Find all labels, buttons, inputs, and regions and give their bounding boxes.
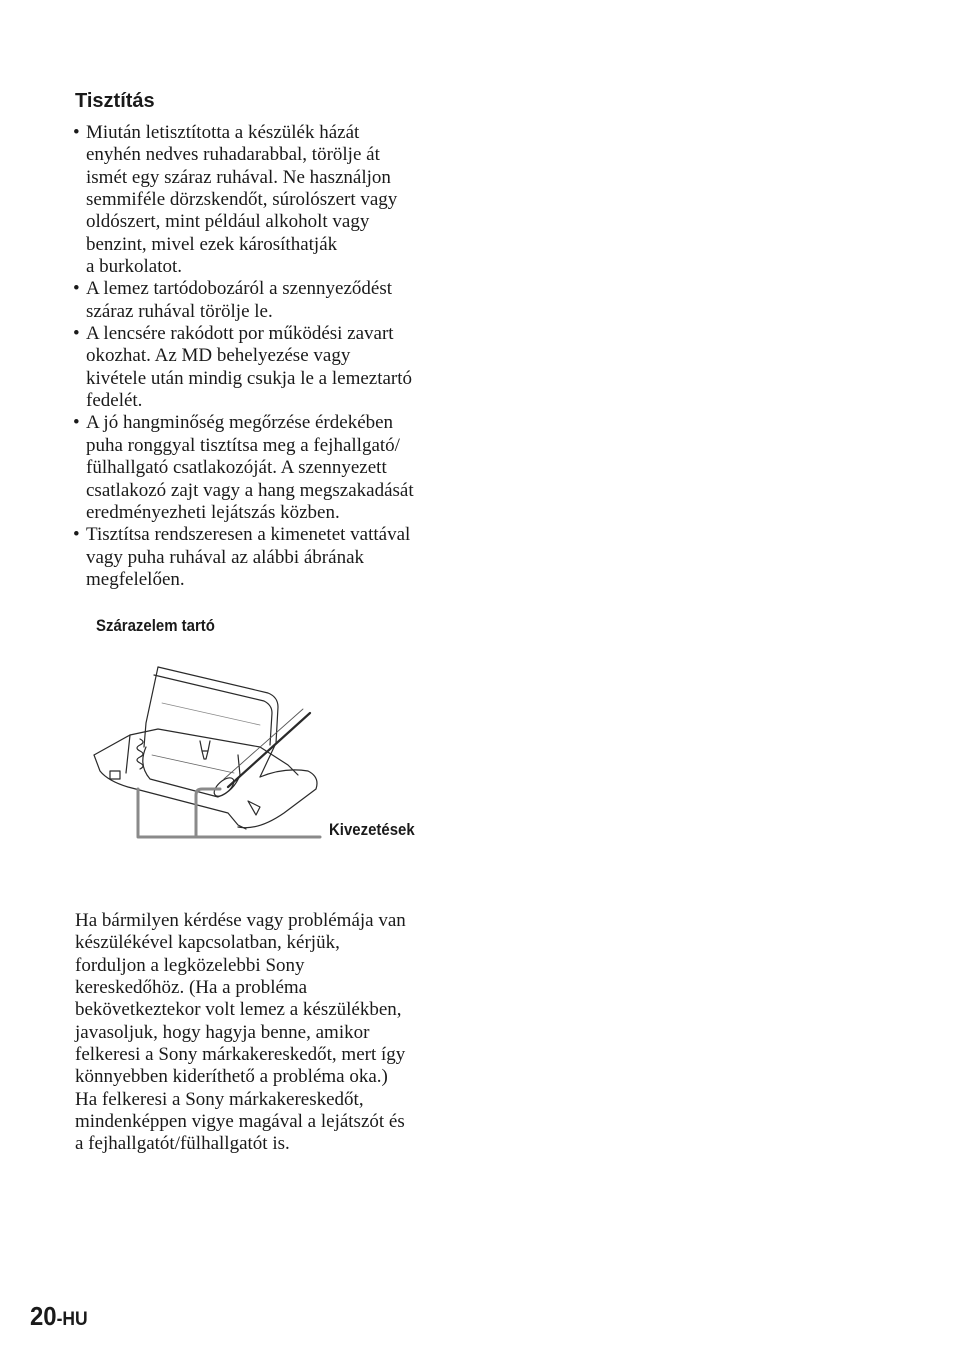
paragraph-line: kereskedőhöz. (Ha a probléma: [75, 977, 308, 999]
battery-holder-label: Szárazelem tartó: [96, 616, 215, 635]
bullet-line: A jó hangminőség megőrzése érdekében: [86, 412, 394, 434]
terminals-label: Kivezetések: [329, 820, 415, 839]
bullet-dot: •: [73, 122, 80, 143]
bullet-line: a burkolatot.: [86, 256, 183, 278]
bullet-item: [75, 524, 455, 591]
bullet-item: [75, 278, 455, 323]
bullet-line: fedelét.: [86, 390, 143, 412]
paragraph-line: Ha bármilyen kérdése vagy problémája van: [75, 910, 406, 931]
battery-holder-illustration: [88, 655, 338, 845]
bullet-line: benzint, mivel ezek károsíthatják: [86, 233, 338, 255]
paragraph-line: felkeresi a Sony márkakereskedőt, mert így: [75, 1044, 406, 1066]
bullet-line: oldószert, mint például alkoholt vagy: [86, 211, 370, 233]
paragraph-line: könnyebben kideríthető a probléma oka.): [75, 1066, 388, 1088]
bullet-line: Miután letisztította a készülék házát: [86, 122, 360, 143]
page-number: [30, 1301, 88, 1332]
bullet-line: kivétele után mindig csukja le a lemeztartó: [86, 367, 413, 389]
paragraph-line: mindenképpen vigye magával a lejátszót és: [75, 1111, 405, 1133]
paragraph-line: a fejhallgatót/fülhallgatót is.: [75, 1133, 290, 1155]
bullet-dot: •: [73, 278, 80, 300]
bullet-line: száraz ruhával törölje le.: [86, 300, 273, 322]
paragraph-line: bekövetkeztekor volt lemez a készülékben,: [75, 999, 402, 1021]
bullet-dot: •: [73, 323, 80, 345]
bullet-dot: •: [73, 412, 80, 434]
page-number-value: 20: [30, 1301, 57, 1331]
bullet-line: A lencsére rakódott por működési zavart: [86, 323, 394, 345]
bullet-line: eredményezheti lejátszás közben.: [86, 501, 340, 523]
bullet-line: megfelelően.: [86, 568, 185, 590]
bullet-line: ismét egy száraz ruhával. Ne használjon: [86, 166, 391, 188]
bullet-item: [75, 412, 455, 524]
paragraph-line: készülékével kapcsolatban, kérjük,: [75, 932, 340, 954]
cleaning-bullet-list: [75, 122, 455, 591]
page-number-suffix: -HU: [56, 1309, 88, 1330]
bullet-dot: •: [73, 524, 80, 546]
support-paragraph: [75, 910, 465, 1156]
bullet-line: semmiféle dörzskendőt, súrolószert vagy: [86, 189, 398, 211]
paragraph-line: Ha felkeresi a Sony márkakereskedőt,: [75, 1088, 364, 1110]
paragraph-line: forduljon a legközelebbi Sony: [75, 954, 305, 976]
bullet-item: [75, 323, 455, 412]
section-heading: Tisztítás: [75, 90, 155, 112]
bullet-line: A lemez tartódobozáról a szennyeződést: [86, 278, 392, 300]
bullet-item: [75, 122, 455, 278]
bullet-line: enyhén nedves ruhadarabbal, törölje át: [86, 144, 380, 166]
bullet-line: okozhat. Az MD behelyezése vagy: [86, 345, 351, 367]
paragraph-line: javasoljuk, hogy hagyja benne, amikor: [75, 1021, 370, 1043]
bullet-line: puha ronggyal tisztítsa meg a fejhallgató/: [86, 434, 400, 456]
bullet-line: fülhallgató csatlakozóját. A szennyezett: [86, 457, 387, 479]
bullet-line: Tisztítsa rendszeresen a kimenetet vattával: [86, 524, 411, 546]
bullet-line: vagy puha ruhával az alábbi ábrának: [86, 546, 365, 568]
bullet-line: csatlakozó zajt vagy a hang megszakadását: [86, 479, 414, 501]
